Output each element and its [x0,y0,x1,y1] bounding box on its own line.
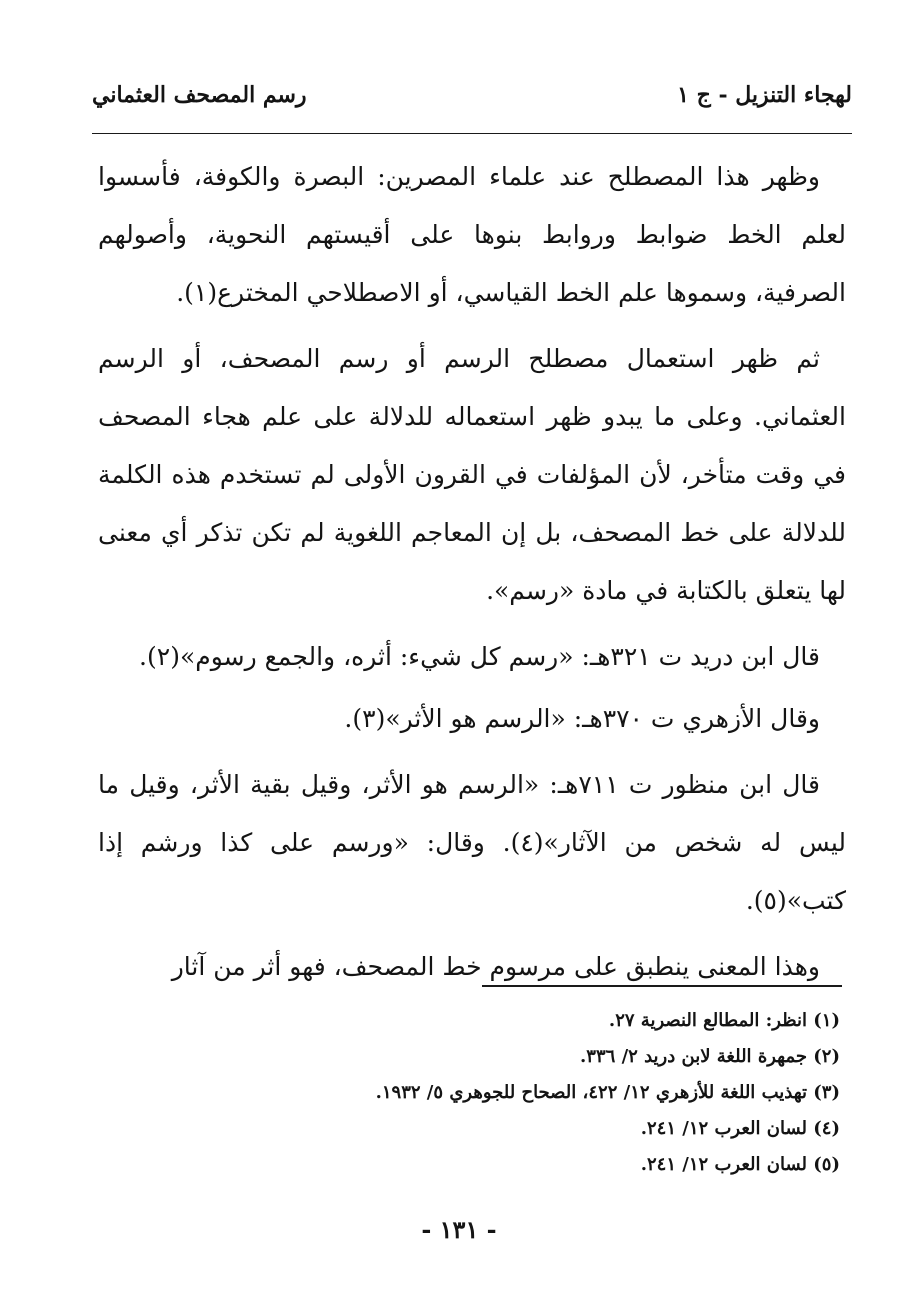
main-text [98,148,846,1004]
paragraph: قال ابن منظور ت ٧١١هـ: «الرسم هو الأثر، وقيل بقية الأثر، وقيل ما ليس له شخص من الآثار»(٤). وقال: «ورسم على كذا ورشم إذا كتب»(٥). [98,770,846,915]
footnote-divider [482,985,842,987]
footnotes [100,1003,840,1183]
footnote-1: (١) انظر: المطالع النصرية ٢٧. [608,1010,840,1031]
footnote-5: (٥) لسان العرب ١٢/ ٢٤١. [640,1154,840,1175]
section-title: رسم المصحف العثماني [92,82,307,108]
paragraph: ثم ظهر استعمال مصطلح الرسم أو رسم المصحف، أو الرسم العثماني. وعلى ما يبدو ظهر استعماله للدلالة على علم هجاء المصحف في وقت متأخر، لأن المؤلفات في القرون الأولى لم تستخدم هذه الكلمة للدلالة على خط المصحف، بل إن المعاجم اللغوية لم تكن تذكر أي معنى لها يتعلق بالكتابة في مادة «رسم». [98,344,846,605]
paragraph: وقال الأزهري ت ٣٧٠هـ: «الرسم هو الأثر»(٣). [344,704,820,733]
paragraph: قال ابن دريد ت ٣٢١هـ: «رسم كل شيء: أثره، والجمع رسوم»(٢). [139,642,820,671]
book-title: لهجاء التنزيل - ج ١ [677,82,852,108]
paragraph: وظهر هذا المصطلح عند علماء المصرين: البصرة والكوفة، فأسسوا لعلم الخط ضوابط وروابط بنوها على أقيستهم النحوية، وأصولهم الصرفية، وسموها علم الخط القياسي، أو الاصطلاحي المخترع(١). [98,162,846,307]
footnote-4: (٤) لسان العرب ١٢/ ٢٤١. [640,1118,840,1139]
footnote-3: (٣) تهذيب اللغة للأزهري ١٢/ ٤٢٢، الصحاح للجوهري ٥/ ١٩٣٢. [375,1082,840,1103]
footnote-2: (٢) جمهرة اللغة لابن دريد ٢/ ٣٣٦. [580,1046,840,1067]
header-divider [92,133,852,134]
paragraph: وهذا المعنى ينطبق على مرسوم خط المصحف، فهو أثر من آثار [171,952,820,981]
running-header [92,80,852,120]
page-number: - ١٣١ - [421,1215,497,1244]
